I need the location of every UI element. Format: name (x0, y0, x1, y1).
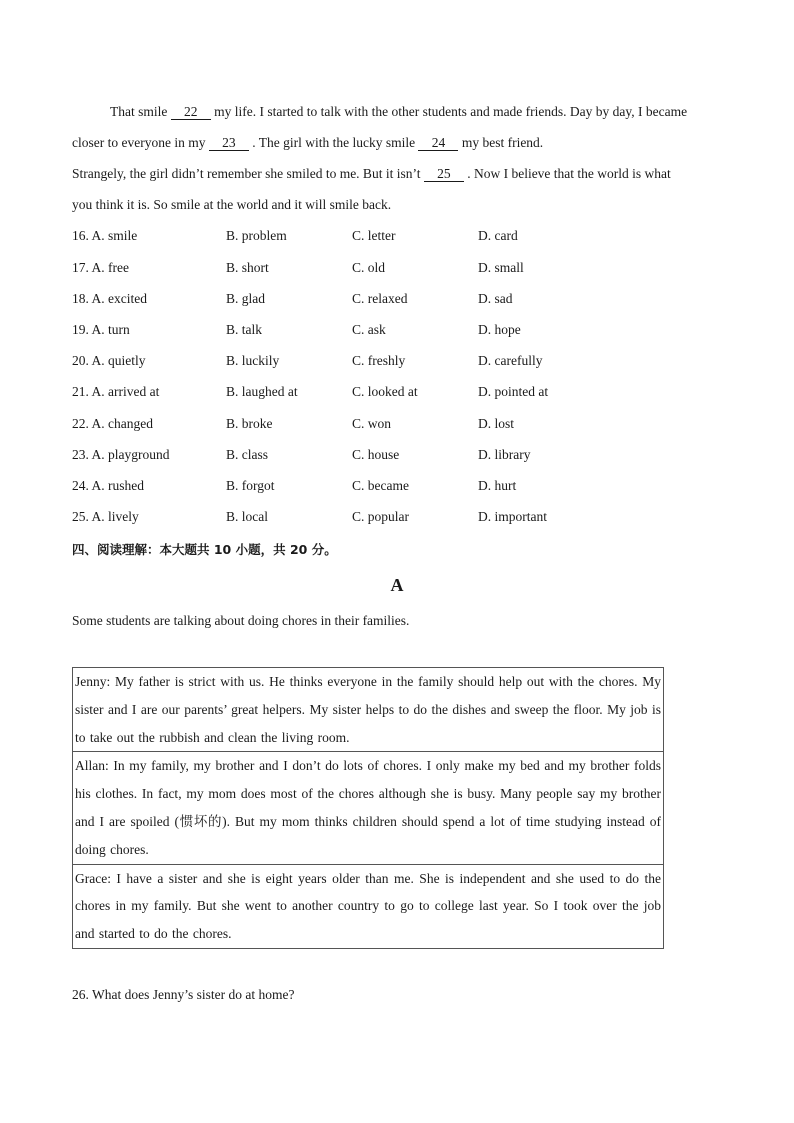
passage-line-4: you think it is. So smile at the world and it will smile back. (72, 197, 392, 212)
option-c[interactable]: C. old (352, 260, 386, 275)
option-d[interactable]: D. lost (478, 416, 515, 431)
option-c[interactable]: C. looked at (352, 384, 418, 399)
option-d[interactable]: D. hurt (478, 478, 517, 493)
option-c[interactable]: C. relaxed (352, 291, 408, 306)
question-row-19 (72, 321, 632, 339)
blank-23: 23 (209, 135, 249, 151)
question-row-18 (72, 290, 632, 308)
option-b[interactable]: B. luckily (226, 353, 280, 368)
option-a[interactable]: 20. A. quietly (72, 353, 146, 368)
option-c[interactable]: C. freshly (352, 353, 406, 368)
passage-text: Strangely, the girl didn’t remember she smiled to me. But it isn’t (72, 166, 424, 181)
option-d[interactable]: D. library (478, 447, 531, 462)
option-c[interactable]: C. won (352, 416, 392, 431)
option-a[interactable]: 18. A. excited (72, 291, 147, 306)
passage-text: my life. I started to talk with the other students and made friends. Day by day, I became (210, 104, 688, 119)
option-b[interactable]: B. laughed at (226, 384, 298, 399)
option-a[interactable]: 17. A. free (72, 260, 129, 275)
blank-22: 22 (171, 104, 211, 120)
passage-text: . Now I believe that the world is what (463, 166, 671, 181)
question-row-25 (72, 508, 632, 526)
option-c[interactable]: C. ask (352, 322, 386, 337)
option-b[interactable]: B. forgot (226, 478, 275, 493)
option-b[interactable]: B. short (226, 260, 269, 275)
question-row-24 (72, 477, 632, 495)
option-d[interactable]: D. carefully (478, 353, 543, 368)
question-row-21 (72, 383, 632, 401)
option-a[interactable]: 21. A. arrived at (72, 384, 160, 399)
passage-text: closer to everyone in my (72, 135, 209, 150)
option-c[interactable]: C. became (352, 478, 409, 493)
option-b[interactable]: B. class (226, 447, 268, 462)
option-a[interactable]: 19. A. turn (72, 322, 130, 337)
table-row-allan: Allan: In my family, my brother and I don’t do lots of chores. I only make my bed and my brother folds his clothes. In fact, my mom does most of the chores although she is busy. Many people say my brother and I are spoiled (惯坏的). But my mom thinks children should spend a lot of time studying instead of doing chores. (73, 752, 663, 864)
option-a[interactable]: 24. A. rushed (72, 478, 144, 493)
option-d[interactable]: D. card (478, 228, 518, 243)
option-a[interactable]: 25. A. lively (72, 509, 139, 524)
question-row-23 (72, 446, 632, 464)
option-b[interactable]: B. broke (226, 416, 273, 431)
option-d[interactable]: D. important (478, 509, 547, 524)
passage-intro: Some students are talking about doing chores in their families. (72, 613, 410, 628)
blank-24: 24 (418, 135, 458, 151)
section-heading: 四、阅读理解：本大题共 10 小题，共 20 分。 (72, 542, 337, 557)
blank-25: 25 (424, 166, 464, 182)
option-d[interactable]: D. pointed at (478, 384, 549, 399)
option-a[interactable]: 22. A. changed (72, 416, 153, 431)
option-d[interactable]: D. small (478, 260, 524, 275)
option-d[interactable]: D. hope (478, 322, 521, 337)
question-row-20 (72, 352, 632, 370)
passage-line-1 (110, 103, 687, 121)
passage-title: A (390, 575, 404, 595)
passage-text: . The girl with the lucky smile (248, 135, 419, 150)
option-b[interactable]: B. local (226, 509, 268, 524)
option-c[interactable]: C. house (352, 447, 400, 462)
table-row-jenny: Jenny: My father is strict with us. He thinks everyone in the family should help out with the chores. My sister and I are our parents’ great helpers. My sister helps to do the dishes and sweep the floor. My job is to take out the rubbish and clean the living room. (73, 668, 663, 752)
option-b[interactable]: B. talk (226, 322, 262, 337)
passage-text: That smile (110, 104, 171, 119)
option-a[interactable]: 16. A. smile (72, 228, 138, 243)
option-b[interactable]: B. glad (226, 291, 265, 306)
passage-line-3 (72, 165, 671, 183)
question-row-17 (72, 259, 632, 277)
option-d[interactable]: D. sad (478, 291, 513, 306)
passage-text: my best friend. (458, 135, 544, 150)
question-row-16 (72, 227, 632, 245)
option-c[interactable]: C. popular (352, 509, 409, 524)
passage-line-2 (72, 134, 543, 152)
option-b[interactable]: B. problem (226, 228, 287, 243)
dialogue-table (72, 667, 664, 949)
question-row-22 (72, 415, 632, 433)
option-a[interactable]: 23. A. playground (72, 447, 170, 462)
question-26: 26. What does Jenny’s sister do at home? (72, 987, 295, 1002)
table-row-grace: Grace: I have a sister and she is eight years older than me. She is independent and she used to do the chores in my family. But she went to another country to go to college last year. So I took over the job and started to do the chores. (75, 870, 661, 942)
option-c[interactable]: C. letter (352, 228, 396, 243)
